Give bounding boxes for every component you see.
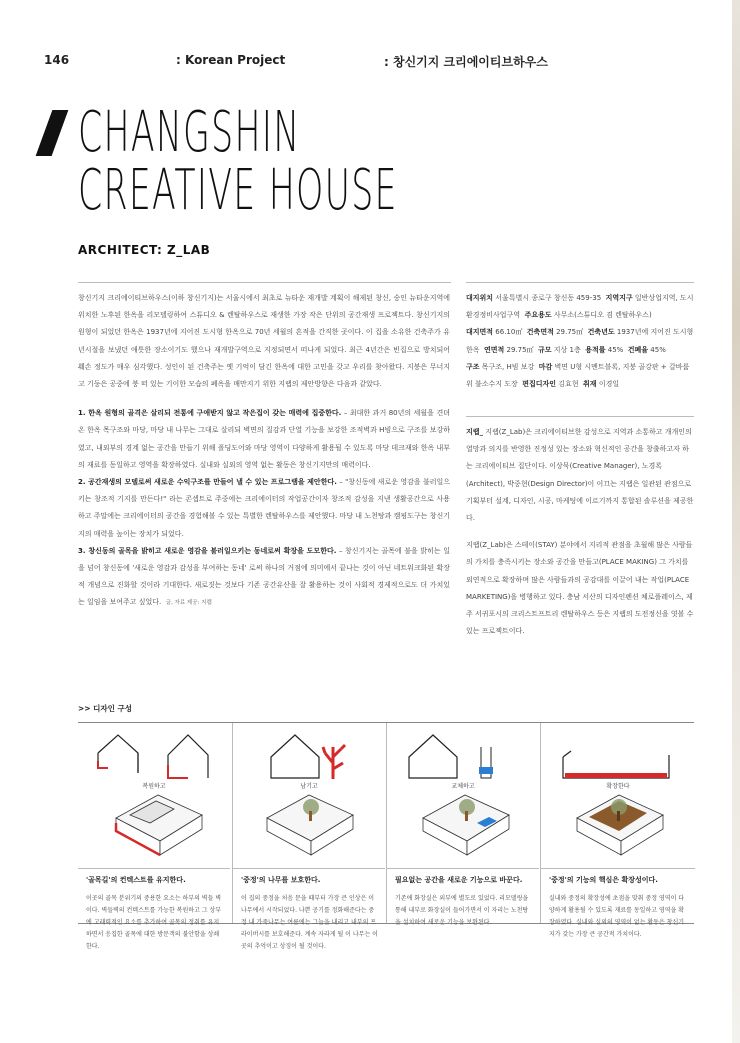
title-line-1: CHANGSHIN	[78, 100, 301, 165]
design-panel-4	[540, 723, 695, 938]
panel-3-body: 기존에 화장실은 외부에 별도로 있었다. 리모델링을 통해 내부로 화장실이 들어가면서 이 자리는 노천탕을 설치하여 새로운 기능을 보완된다.	[395, 895, 529, 926]
title-slash	[36, 110, 69, 156]
finish-value: 벽면 U형 시멘트블록, 지붕 골강판 + 갈바륨 위 불소수지 도장	[466, 362, 690, 389]
panel-4-rule	[541, 868, 695, 869]
point-1-head: 1. 한옥 원형의 골격은 살리되 전통에 구애받지 않고 작은집이 갖는 매력에 집중한다.	[78, 409, 342, 418]
design-title: >> 디자인 구성	[78, 704, 133, 713]
title-line-2: CREATIVE HOUSE	[78, 158, 398, 223]
building-area-value: 29.75㎡	[556, 328, 584, 337]
point-2-body: – "창신동에 새로운 영감을 불러일으키는 창조적 기지를 만든다!" 라는 콘셉트로 주중에는 크리에이터의 작업공간이자 창조적 감성을 지낸 생활공간으로 사용하고 주말에는 크리에이터의 공간을 경험해볼 수 있는 특별한 렌탈하우스를 제안했다. 마당 내 노천탕과 캠핑도구는 창신기지의 매력을 높이는 장치가 되었다.	[78, 478, 450, 538]
structure-label: 구조	[466, 362, 480, 371]
finish-label: 마감	[538, 362, 553, 371]
panel-1-head: '골목길'의 컨텍스트를 유지한다.	[86, 876, 186, 884]
architect-credit: ARCHITECT: Z_LAB	[78, 243, 211, 257]
zone-value: 일반상업지역, 도시환경정비사업구역	[466, 294, 694, 320]
gfa-label: 연면적	[483, 345, 505, 354]
site-area-value: 66.10㎡	[495, 328, 523, 337]
use-value: 사무소(스튜디오 겸 렌탈하우스)	[553, 311, 652, 320]
point-2	[78, 474, 450, 543]
bath-icon	[479, 767, 493, 774]
editor-label: 편집디자인	[522, 380, 557, 389]
panel-4-body: 실내와 중정의 확장성에 초점을 맞춰 중정 영역이 다양하게 활용될 수 있도록 재료를 동일하고 영역을 확장하였다. 실내와 실외의 영역이 없는 활동은 창신기지가 갖는 가장 큰 공간적 가치이다.	[549, 895, 685, 938]
zlab-paragraph-1: 지랩(Z_Lab)은 크리에이티브한 감성으로 지역과 소통하고 개개인의 열망과 의지를 반영한 진정성 있는 장소와 혁신적인 공간을 창출하고자 하는 크리에이티브 집단이다. 이상묵(Creative Manager), 노경록(Architect), 박중현(Design Director)이 이끄는 지랩은 일관된 관점으로 기획부터 설계, 디자인, 시공, 마케팅에 이르기까지 통합된 솔루션을 제공한다.	[466, 428, 694, 523]
photo-label: 취재	[583, 380, 597, 389]
point-3	[78, 543, 450, 613]
year-label: 건축년도	[587, 328, 615, 337]
deck-icon	[565, 773, 667, 778]
year-value: 1937년에 지어진 도시형한옥	[466, 328, 694, 354]
point-3-body: – 창신기지는 골목에 불을 밝히는 일을 넘어 창신동에 '새로운 영감과 감성을 부여하는 동네' 로써 하나의 거점에 의미에서 끝나는 것이 아닌 네트워크화된 확장적 개념으로 진화할 것이라 기대한다. 새로짓는 것보다 기존 공간유산을 잘 활용하는 것이 사회적 경제적으로도 더 가치있는 일임을 보여주고 싶었다.	[78, 546, 450, 607]
design-panel-1	[78, 723, 230, 950]
panel-2-body: 이 집의 중정을 처음 문을 때부터 가장 큰 인상은 이 나무에서 시작되었다. 나쁜 공기를 정화해준다는 중정 내 가죽나무는 여름에는 그늘을 내리고 내부의 프라이버시를 보호해준다. 계속 자라게 될 이 나무는 이곳의 추억이고 상징이 될 것이다.	[241, 895, 378, 950]
use-label: 주요용도	[524, 311, 552, 320]
zlab-paragraph-2: 지랩(Z_Lab)은 스테이(STAY) 분야에서 지리적 관점을 초월해 많은 사람들의 가치를 충족시키는 장소와 공간을 만들고(PLACE MAKING) 그 가치를 외연적으로 확장하며 많은 사람들과의 공감대를 이끌어 내는 작업(PLACE MARKETING)을 병행하고 있다. 충남 서산의 디자인펜션 체로플레이스, 제주 서귀포시의 크리스트프트리 렌탈하우스 등은 지랩의 도전정신을 엿볼 수 있는 프로젝트이다.	[466, 541, 694, 636]
scale-value: 지상 1층	[553, 345, 581, 354]
panel-3-head: 필요없는 공간을 새로운 기능으로 바꾼다.	[395, 876, 523, 884]
photo-value: 이경일	[598, 380, 620, 389]
zlab-head: 지랩_	[466, 428, 484, 436]
panel-3-diagram	[387, 723, 539, 863]
design-panel-3	[386, 723, 539, 926]
panel-3-caption: 교체하고	[451, 783, 475, 790]
editor-value: 김효현	[558, 380, 579, 389]
location-label: 대지위치	[466, 294, 494, 302]
panel-2-caption: 남기고	[300, 783, 318, 790]
panel-1-caption: 복원하고	[142, 783, 166, 790]
panel-4-caption: 확장한다	[606, 783, 630, 790]
panel-1-body: 이곳의 골목 분위기의 중용한 요소는 하부의 벽들 벽이다. 벽들벽의 컨텍스트를 가능한 복원하고 그 상부에 고래력적인 요소를 추가하여 골목의 정취를 유지하면서 응집한 골목에 대한 방문객의 불안함을 상쇄한다.	[86, 895, 222, 950]
panel-2-head: '중정'의 나무를 보호한다.	[241, 876, 321, 884]
rule-info	[466, 416, 694, 417]
point-2-head: 2. 공간재생의 모델로써 새로운 수익구조를 만들어 낼 수 있는 프로그램을 제안한다.	[78, 478, 337, 487]
bcr-value: 45%	[607, 345, 624, 354]
adjacent-page-strip	[732, 0, 740, 1043]
point-1-body: – 최대한 과거 80년의 세월을 견뎌온 한옥 목구조와 마당, 마당 내 나무는 그대로 살리되 벽면의 질감과 단열 기능을 보강한 조적벽과 H빔으로 구조를 보강하였고, 내외부의 경계 없는 공간을 만들기 위해 폴딩도어와 마당 영역이 다양하게 활용될 수 있도록 마당 데크재와 한옥 내부의 재료를 동일하고 영역을 확장하였다. 실내와 실외의 영역 없는 활동은 창신기지만의 매력이다.	[78, 409, 450, 469]
page-title	[78, 100, 398, 223]
structure-value: 목구조, H빔 보강	[481, 362, 535, 371]
scale-label: 규모	[538, 345, 552, 354]
panel-1-rule	[78, 868, 230, 869]
section-label: : Korean Project	[176, 53, 286, 67]
point-3-head: 3. 창신동의 골목을 밝히고 새로운 영감을 불러일으키는 동네로써 확장을 도모한다.	[78, 546, 337, 555]
page-number: 146	[44, 53, 70, 67]
rule-left	[78, 282, 451, 283]
main-text	[78, 290, 450, 613]
panel-4-diagram	[541, 723, 695, 863]
panel-1-diagram	[78, 723, 230, 863]
panel-4-head: '중정'의 기능의 핵심은 확장성이다.	[549, 876, 658, 884]
far-label: 건폐율	[627, 345, 649, 354]
intro-paragraph: 창신기지 크리에이티브하우스(이하 창신기지)는 서울시에서 최초로 뉴타운 재개발 계획이 해제된 창신, 숭인 뉴타운지역에 위치한 노후된 한옥을 리모델링하여 스튜디오 & 렌탈하우스로 재생한 가장 작은 단위의 공간재생 프로젝트다. 창신기지의 원형이 되었던 한옥은 1937년에 지어진 도시형 한옥으로 70년 세월의 흔적을 간직한 곳이다. 이 집을 소유한 건축주가 유년시절을 보냈던 애틋한 장소이기도 했으나 재개발구역으로 지정되면서 떠나게 되었다. 최근 4년간은 빈집으로 방치되어 훼손 정도가 매우 심각했다. 성인이 된 건축주는 옛 기억이 담긴 한옥에 대한 고민을 갖고 우리를 찾아왔다. 지붕은 무너지고 기둥은 공중에 붕 떠 있는 기이한 모습의 폐옥을 매만지기 위한 지랩의 제안방향은 다음과 같았다.	[78, 294, 450, 389]
zone-label: 지역지구	[605, 294, 633, 302]
site-area-label: 대지면적	[466, 328, 494, 337]
project-label: : 창신기지 크리에이티브하우스	[384, 55, 548, 69]
panel-3-rule	[387, 868, 539, 869]
building-area-label: 건축면적	[526, 328, 554, 337]
bcr-label: 용적률	[585, 345, 606, 354]
gfa-value: 29.75㎡	[506, 345, 534, 354]
rule-right	[466, 282, 694, 283]
project-info	[466, 290, 694, 393]
location-value: 서울특별시 종로구 창신동 459-35	[495, 294, 602, 302]
far-value: 45%	[650, 345, 666, 354]
panel-2-diagram	[233, 723, 385, 863]
panel-2-rule	[233, 868, 385, 869]
zlab-profile	[466, 424, 694, 640]
tree-icon	[323, 745, 345, 779]
design-panel-2	[232, 723, 385, 950]
text-credit: 글, 자료 제공: 지랩	[165, 600, 212, 607]
point-1	[78, 405, 450, 474]
